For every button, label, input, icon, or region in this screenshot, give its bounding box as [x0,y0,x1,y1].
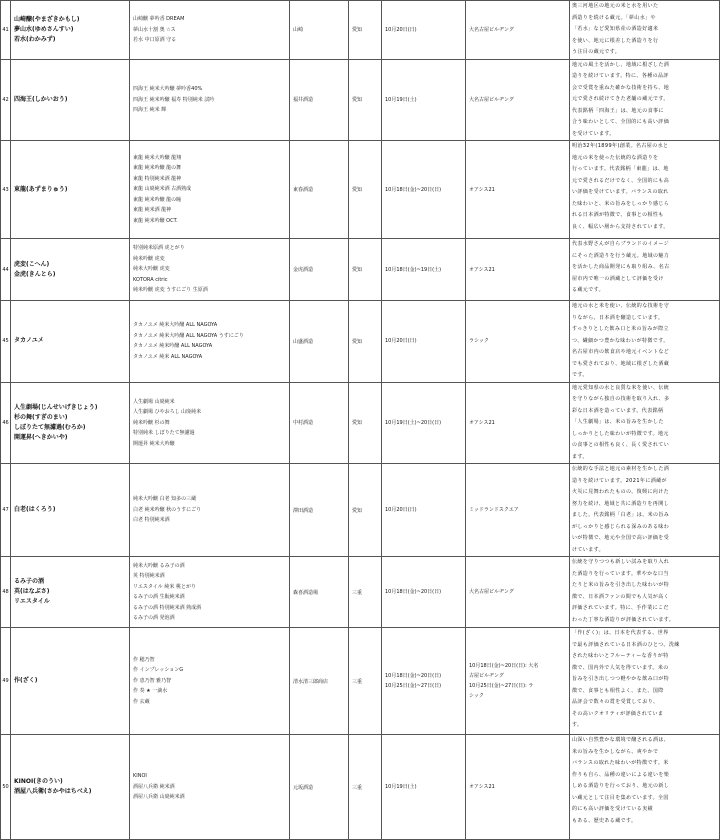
brewery-description: 造りを続けています。2021年に酒蔵が [572,477,667,484]
product-name: 東龍 純米吟醸 龍の瞳 [133,196,182,203]
brewery-description: ます。 [572,453,588,460]
product-name: 作 恵乃智 雅乃智 [133,677,172,684]
product-name: 白老 純米吟醸 秋のうすにごり [133,506,202,513]
row-number-cell [1,464,11,557]
prefecture-cell [349,239,382,301]
product-name: 夢山水十割 奥 ☆ス [133,26,176,33]
brewery-description: 地元の風土を活かし、地域に根ざした酒 [572,61,670,68]
brewery-description: 品評会で数々の賞を受賞しており、 [572,699,659,705]
product-name-cell [130,735,290,840]
event-venue-cell [466,141,570,239]
brewery-description: 名古屋市内の飲食店や地元イベントなど [572,349,670,355]
event-venue-cell [466,557,570,628]
brand-name-cell [11,735,130,840]
row-number: 47 [2,507,9,513]
brewery-description: 会で受賞を重ねた確かな技術を持ち、地 [572,84,670,91]
table-row [1,382,720,464]
brewery-description: 地元の米を使った伝統的な酒造りを [572,154,659,161]
brewery-description: 努力を続け、地域と共に酒造りを再開し [572,500,670,507]
brewery-description: 徴で、国内外で人気を得ています。米の [572,664,669,671]
product-name: 開運昇 純米大吟醸 [133,440,175,447]
product-name-cell [130,59,290,141]
brewery-name-cell [290,557,349,628]
brewery-description: けています。 [572,546,605,553]
product-name: 若水 中口原酒 守る [133,37,177,43]
brand-name: 人生劇場(じんせいげきじょう) [14,403,98,411]
row-number-cell [1,735,11,840]
product-name: 純米大吟醸 虎変 [133,266,170,273]
brewery-description: にそった酒造りを行う蔵元。地域の魅力 [572,252,670,259]
brand-name: 作(ざく) [14,677,38,684]
brewery-description: 酒造りを続ける蔵元。「夢山水」や [572,14,656,21]
product-name: 純米大吟醸 るみ子の酒 [133,562,185,569]
event-venue: オアシス21 [469,266,495,273]
brewery-name-cell [290,1,349,60]
event-venue-cell [466,464,570,557]
event-date-cell [382,301,466,383]
brewery-description: 山深い自然豊かな環境で醸される酒は、 [572,737,670,743]
event-date-cell [382,557,466,628]
brewery-name-cell [290,239,349,301]
brewery-description: 奥三河地区の地元の米と水を用いた [572,3,659,9]
product-name: リエスタイル 純米 桃とがり [133,583,196,590]
table-row [1,141,720,239]
brewery-description-cell [570,301,720,383]
prefecture: 愛知 [352,267,363,273]
product-name-cell [130,1,290,60]
brand-name: KINOI(きのうい) [14,778,63,785]
product-name: 四海王 純米大吟醸 夢吟香40% [133,86,203,92]
row-number-cell [1,301,11,383]
row-number-cell [1,1,11,60]
brand-name-cell [11,141,130,239]
product-name-cell [130,464,290,557]
prefecture-cell [349,735,382,840]
brand-name: 開運昇(へきかいや) [14,433,68,441]
product-name: 東龍 山廃純米酒 古酒熟成 [133,186,192,193]
brewery-description: 徴で、食事とも相性よく、また、国際 [572,687,664,694]
brewery-description: を使い、地元に根差した酒造りを行 [572,37,659,44]
brewery-name-cell [290,141,349,239]
brand-name-cell [11,557,130,628]
event-date: 10月19日(土)~20日(日) [385,419,442,426]
prefecture-cell [349,382,382,464]
brewery-description-cell [570,382,720,464]
brewery-description: いが特徴で、地元や全国で高い評価を受 [572,535,670,541]
brand-name-cell [11,382,130,464]
product-name: るみ子の酒 生酛純米酒 [133,594,185,600]
event-date-cell [382,1,466,60]
brewery-name-cell [290,735,349,840]
brewery-description: る蔵元です。 [572,287,605,293]
brewery-description: 合う味わいとして、全国的にも高い評価 [572,119,670,125]
product-name: 作 玄蔵 [133,698,150,705]
brewery-description: バランスの取れた味わいが特徴です。米 [572,760,669,766]
row-number: 42 [2,96,9,103]
event-date-cell [382,382,466,464]
brewery-description: された味わいとフルーティーな香りが特 [572,653,669,659]
brand-name: 東龍(あずまりゅう) [14,185,68,193]
event-date: 10月20日(日) [385,507,417,513]
brewery-name-cell [290,59,349,141]
brand-name-cell [11,628,130,735]
event-date: 10月18日(金)~20日(日) [385,673,442,679]
brewery-description-cell [570,1,720,60]
product-name: 四海王 純米 輝 [133,107,167,113]
brand-name: 杉の舞(すぎのまい) [14,413,68,421]
brewery-description: その高いクオリティが評価されていま [572,710,664,717]
table-row [1,557,720,628]
brand-name-cell [11,1,130,60]
prefecture: 愛知 [352,420,363,427]
prefecture: 愛知 [352,338,363,345]
product-name: 作 奏 ★ 一滴水 [133,688,168,695]
brewery-description-cell [570,628,720,735]
brewery-description: 代表銘柄「四海王」は、地元の食事に [572,107,664,114]
prefecture: 愛知 [352,97,363,104]
brewery-description: れる日本酒が特徴で、食事との相性も [572,212,664,218]
prefecture-cell [349,1,382,60]
brewery-description: 良く、幅広い層から支持されています。 [572,223,669,230]
brewery-description: 伝統を守りつつも新しい試みを取り入れ [572,559,670,565]
product-name: 人生劇場 山廃純米 [133,398,175,405]
brewery-description: 屋市内で唯一の酒蔵として評価を受け [572,275,664,282]
brewery-description: た酒造りを行っています。華やかな口当 [572,570,669,577]
brewery-description: 米の旨みを生かしながら、爽やかで [572,748,659,755]
product-name-cell [130,301,290,383]
event-venue-cell [466,239,570,301]
event-venue: シック [469,693,484,699]
brewery-description: す。 [572,722,583,728]
product-name: 東龍 純米酒 龍神 [133,207,172,214]
brewery-description: 行っています。代表銘柄「東龍」は、地 [572,166,669,172]
product-name: 英 特別純米酒 [133,573,165,579]
row-number: 43 [2,186,9,193]
event-venue: ラシック [469,338,489,345]
event-date: 10月19日(土) [385,96,417,103]
table-row [1,239,720,301]
brand-name: タカノユメ [14,337,44,345]
brewery-description: 彩な日本酒を造っています。代表銘柄 [572,407,664,414]
brewery-description-cell [570,464,720,557]
brewery-name: 山盛酒造 [293,338,314,345]
product-name: るみ子の酒 発泡酒 [133,615,175,621]
prefecture-cell [349,141,382,239]
brand-name: 虎変(こへん) [14,260,50,268]
product-name: 山崎醸 夢吟香 DREAM [133,16,185,22]
event-venue: オアシス21 [469,419,495,426]
product-name: KOTORA citric [133,276,168,283]
brewery-description: 評価されています。特に、手作業にこだ [572,605,669,611]
brewery-description-cell [570,735,720,840]
event-date: 10月20日(日) [385,26,417,33]
event-venue: オアシス21 [469,186,495,193]
product-name: 酒屋八兵衛 純米酒 [133,783,175,790]
event-date-cell [382,141,466,239]
product-name: 純米吟醸 杉の舞 [133,419,170,426]
row-number: 41 [2,26,9,33]
event-date: 10月25日(金)~27日(日) [385,683,442,689]
event-date-cell [382,628,466,735]
brand-name: 夢山水(ゆめさんすい) [14,25,74,33]
event-venue: 大名古屋ビルヂング [469,26,514,33]
brewery-description-cell [570,239,720,301]
brewery-description: 「人生劇場」は、米の旨みを生かした [572,419,664,425]
event-date: 10月20日(日) [385,338,417,345]
product-name: 作 インプレッションG [133,667,184,674]
brewery-description: い評価を受けています。バランスの取れ [572,189,669,195]
brewery-description: た味わいと、米の旨みをしっかり感じら [572,200,670,207]
row-number: 45 [2,338,9,345]
brewery-table-body [1,1,720,840]
brewery-description: つ、繊細かつ豊かな味わいが特徴です。 [572,337,669,344]
event-venue: ミッドランドスクエア [469,507,519,513]
brand-name-cell [11,59,130,141]
brewery-name: 清水清三郎商店 [293,678,329,685]
brand-name-cell [11,464,130,557]
event-venue-cell [466,301,570,383]
prefecture-cell [349,464,382,557]
row-number-cell [1,239,11,301]
brewery-description: たりと米の旨みを引き出した味わいが特 [572,582,670,588]
product-name: タカノユメ 純米大吟醸 ALL NAGOYA [133,322,218,329]
brewery-description: で最も評価されている日本酒のひとつ。洗練 [572,641,680,648]
row-number-cell [1,382,11,464]
product-name: 白老 特別純米酒 [133,517,170,524]
row-number-cell [1,59,11,141]
brewery-description: の食事との相性も良く、長く愛されてい [572,442,670,448]
row-number: 48 [2,589,9,595]
product-name: 東龍 特別純米酒 龍神 [133,175,182,182]
brewery-description: を守りながら独自の技術を取り入れ、多 [572,396,670,402]
event-date: 10月18日(金)~20日(日) [385,186,442,193]
brand-name: リエスタイル [14,598,50,605]
event-venue-cell [466,59,570,141]
product-name: タカノユメ 純米 ALL NAGOYA [133,353,203,360]
brewery-description: を受けています。 [572,130,615,137]
brewery-name: 東春酒造 [293,187,314,193]
brewery-description-cell [570,557,720,628]
event-date: 10月19日(土) [385,784,417,790]
row-number: 44 [2,266,9,273]
table-row [1,735,720,840]
brewery-description: わった丁寧な酒造りが評価されています。 [572,616,675,623]
product-name-cell [130,382,290,464]
product-name: 特別純米原酒 虎とがり [133,245,185,252]
brewery-name: 森喜酒造場 [293,589,319,596]
brand-name: 若水(わかみず) [14,35,56,43]
product-name: 作 穂乃智 [133,656,155,663]
brewery-description: 元で愛されるだけでなく、全国的にも高 [572,177,670,184]
table-row [1,59,720,141]
event-venue: 10月25日(金)~27日(日): ラ [469,683,534,689]
product-name-cell [130,141,290,239]
product-name-cell [130,239,290,301]
product-name: タカノユメ 純米大吟醸 ALL NAGOYA うすにごり [133,332,244,339]
table-row [1,464,720,557]
product-name: タカノユメ 純米吟醸 ALL NAGOYA [133,343,213,350]
product-name: 四海王 純米吟醸 福寿 特別純米 試吟 [133,96,215,103]
brewery-description: 元で愛され続けてきた老舗の蔵元です。 [572,96,669,102]
brewery-description: 明治32年(1899年)創業。名古屋の水と [572,143,669,149]
brewery-name-cell [290,628,349,735]
brand-name: るみ子の酒 [14,578,45,585]
brewery-name-cell [290,382,349,464]
event-venue-cell [466,1,570,60]
event-date: 10月18日(金)~20日(日) [385,589,442,595]
prefecture-cell [349,301,382,383]
table-row [1,301,720,383]
product-name: 純米大吟醸 白老 知多の三蔵 [133,496,197,503]
prefecture: 愛知 [352,507,363,514]
brand-name-cell [11,301,130,383]
event-date: 10月18日(金)~19日(土) [385,266,442,273]
brewery-name: 山崎 [293,27,304,34]
brewery-description: 旨みを引き出しつつ軽やかな飲み口が特 [572,676,670,682]
brewery-description: 代表水野さんが自らブランドのイメージ [572,241,670,247]
brewery-description-cell [570,59,720,141]
brewery-description: です。 [572,372,588,378]
event-date-cell [382,239,466,301]
event-venue-cell [466,735,570,840]
product-name: るみ子の酒 特別純米酒 熟成酒 [133,604,202,611]
row-number-cell [1,557,11,628]
brewery-name: 金虎酒造 [293,267,314,273]
brewery-description: でも愛されており、地域に根ざした酒蔵 [572,360,670,367]
brewery-name: 中村酒造 [293,420,314,427]
brand-name: 山崎醸(やまざきかもし) [14,15,80,23]
product-name: 特別純米 しぼりたて無濾過 [133,430,195,436]
row-number-cell [1,628,11,735]
event-venue: 大名古屋ビルヂング [469,96,514,103]
brand-name: しぼりたて無濾過(むろか) [14,423,86,431]
product-name: 東龍 純米吟醸 龍の舞 [133,165,182,172]
event-date-cell [382,59,466,141]
event-date-cell [382,464,466,557]
prefecture: 三重 [352,784,363,791]
table-row [1,1,720,60]
brewery-name: 福井酒造 [293,97,314,104]
brewery-description: う注目の蔵元です。 [572,49,621,55]
event-venue: 10月18日(金)~20日(日): 大名 [469,663,539,669]
brewery-name: 澤田酒造 [293,507,314,514]
brewery-description: 伝統的な手法と地元の素材を生かした酒 [572,466,670,472]
product-name: 純米吟醸 虎変 [133,255,165,262]
brewery-description: しっかりとした味わいが特徴です。地元 [572,430,669,437]
table-row [1,628,720,735]
brand-name: 四海王(しかいおう) [14,95,68,103]
brewery-description: 作りも自ら、品種の違いによる違いを楽 [572,771,670,778]
prefecture: 愛知 [352,187,363,193]
event-venue: オアシス21 [469,784,495,790]
brewery-description: りながら、日本酒を醸造しています。 [572,314,664,321]
brand-name: 英(はなぶさ) [14,588,50,595]
row-number: 49 [2,678,9,684]
brewery-description: がしっかりと感じられる深みのある味わ [572,523,670,530]
brewery-description: 的にも高い評価を受けている実績 [572,806,654,812]
event-venue-cell [466,628,570,735]
brewery-description: しめる酒造りを行っており、地元の新し [572,783,670,789]
row-number: 46 [2,419,9,426]
row-number: 50 [2,784,9,790]
brewery-description: を活かした商品開発にも取り組み、名古 [572,264,670,270]
brand-name: 白老(はくろう) [14,506,56,513]
brewery-description: 「作(ざく)」は、日本を代表する、世界 [572,630,669,636]
brewery-description: 造りを続けています。特に、各種の品評 [572,73,669,79]
brewery-description: ました。代表銘柄「白老」は、米の旨み [572,512,670,518]
brewery-name-cell [290,464,349,557]
brewery-description: すっきりとした飲み口と米の旨みが際立 [572,326,669,332]
prefecture-cell [349,59,382,141]
brewery-description: 地元愛知県の水と良質な米を使い、伝統 [572,384,670,391]
row-number-cell [1,141,11,239]
brewery-description: い蔵元として注目を集めています。全国 [572,794,669,801]
brewery-name-cell [290,301,349,383]
product-name: 人生劇場 ひやおろし 山廃純米 [133,409,202,415]
prefecture: 三重 [352,678,363,685]
event-date-cell [382,735,466,840]
brewery-description: もある、歴史ある蔵です。 [572,817,637,824]
product-name: 東龍 純米大吟醸 龍翔 [133,154,182,161]
prefecture: 三重 [352,589,363,596]
prefecture: 愛知 [352,27,363,34]
brand-name: 酒屋八兵衛(さかやはちべえ) [14,788,92,795]
product-name: 東龍 純米吟醸 OCT. [133,217,178,224]
event-venue: 大名古屋ビルヂング [469,589,514,595]
product-name-cell [130,557,290,628]
brewery-description: 「若水」など愛知県産の酒造好適米 [572,26,659,32]
brand-name: 金虎(きんとら) [14,270,56,278]
prefecture-cell [349,557,382,628]
brewery-description: 地元の水と米を使い、伝統的な技術を守 [572,303,670,309]
brewery-name: 元坂酒造 [293,784,314,791]
product-name-cell [130,628,290,735]
product-name: KINOI [133,773,147,780]
brewery-description: 火災に見舞われたものの、復興に向けた [572,489,670,495]
event-venue-cell [466,382,570,464]
event-venue: 古屋ビルヂング [469,673,504,679]
product-name: 酒屋八兵衛 山廃純米酒 [133,794,185,801]
prefecture-cell [349,628,382,735]
brewery-description: 徴で、日本酒ファンの間でも人気が高く [572,593,670,600]
brand-name-cell [11,239,130,301]
brewery-description-cell [570,141,720,239]
product-name: 純米吟醸 虎変 うすにごり 生原酒 [133,287,208,294]
